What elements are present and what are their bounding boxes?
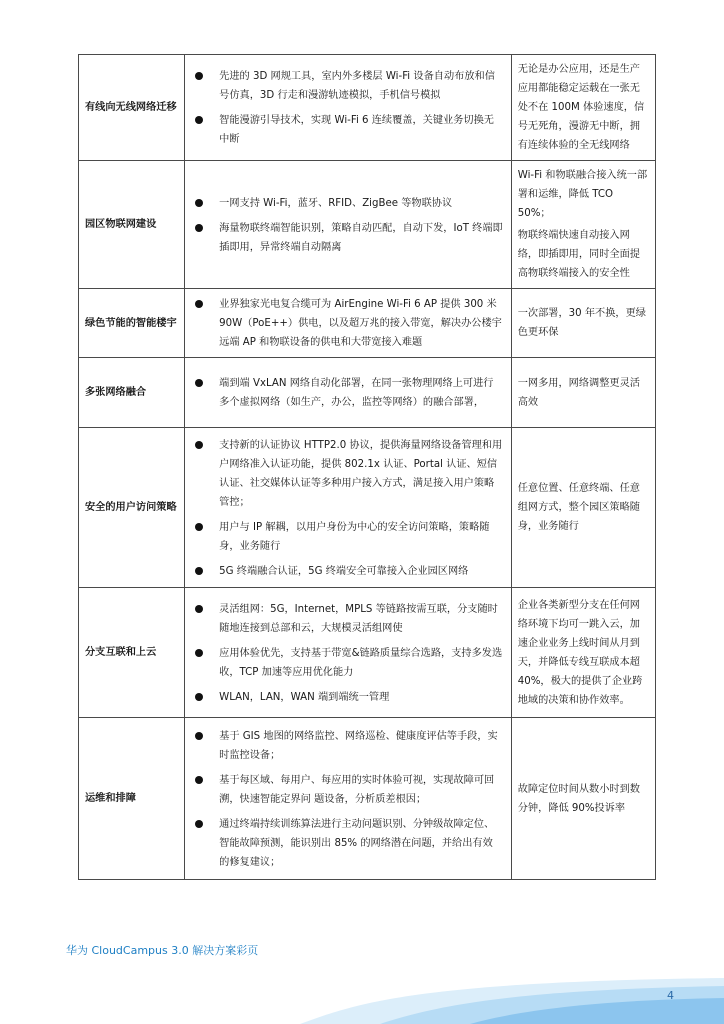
- feature-text: 灵活组网：5G，Internet，MPLS 等链路按需互联，分支随时随地连接到总部和云，大规模灵活组网使: [219, 603, 498, 634]
- row-features: [185, 289, 512, 358]
- table-row: [79, 161, 656, 289]
- value-text: 一次部署，30 年不换，更绿色更环保: [517, 308, 646, 338]
- table-row: [79, 588, 656, 718]
- bullet-dot-icon: [195, 693, 203, 701]
- feature-item: [189, 295, 503, 352]
- row-value: [511, 55, 655, 161]
- bullet-dot-icon: [195, 567, 203, 575]
- bullet-dot-icon: [195, 300, 203, 308]
- row-category: 有线向无线网络迁移: [79, 55, 185, 161]
- table-row: [79, 358, 656, 428]
- feature-text: 支持新的认证协议 HTTP2.0 协议，提供海量网络设备管理和用户网络准入认证功能，提供 802.1x 认证、Portal 认证、短信认证、社交媒体认证等多种用户接入方式，满足接入用户策略管控；: [219, 439, 503, 508]
- table-row: [79, 718, 656, 880]
- row-features: [185, 55, 512, 161]
- row-features: [185, 588, 512, 718]
- feature-text: 一网支持 Wi-Fi，蓝牙、RFID、ZigBee 等物联协议: [219, 197, 453, 209]
- feature-text: 先进的 3D 网规工具，室内外多楼层 Wi-Fi 设备自动布放和信号仿真，3D 行走和漫游轨迹模拟，手机信号模拟: [219, 71, 495, 101]
- bullet-dot-icon: [195, 820, 203, 828]
- solution-table: [78, 54, 656, 880]
- feature-item: [189, 688, 503, 707]
- feature-item: [189, 727, 503, 765]
- row-value: [511, 161, 655, 289]
- row-value: [511, 428, 655, 588]
- value-text: 物联终端快速自动接入网络，即插即用，同时全面提高物联终端接入的安全性: [517, 230, 640, 279]
- value-text: 一网多用，网络调整更灵活高效: [517, 377, 640, 408]
- row-value: [511, 358, 655, 428]
- bullet-dot-icon: [195, 116, 203, 124]
- feature-text: 通过终端持续训练算法进行主动问题识别、分钟级故障定位、智能故障预测，能识别出 85% 的网络潜在问题，并给出有效的修复建议；: [219, 818, 495, 868]
- feature-item: [189, 562, 503, 581]
- table-row: [79, 55, 656, 161]
- table-row: [79, 289, 656, 358]
- feature-item: [189, 219, 503, 257]
- feature-text: 应用体验优先，支持基于带宽&链路质量综合选路，支持多发选收，TCP 加速等应用优化能力: [219, 647, 503, 678]
- row-category: 园区物联网建设: [79, 161, 185, 289]
- row-category: 运维和排障: [79, 718, 185, 880]
- feature-item: [189, 111, 503, 149]
- bullet-dot-icon: [195, 605, 203, 613]
- row-category: 多张网络融合: [79, 358, 185, 428]
- row-value: [511, 289, 655, 358]
- bullet-dot-icon: [195, 72, 203, 80]
- footer-wave-graphic: [0, 964, 724, 1024]
- bullet-dot-icon: [195, 441, 203, 449]
- row-features: [185, 358, 512, 428]
- page-number: 4: [667, 989, 674, 1002]
- feature-text: 5G 终端融合认证，5G 终端安全可靠接入企业园区网络: [219, 565, 469, 577]
- feature-item: [189, 600, 503, 638]
- feature-item: [189, 374, 503, 412]
- row-value: [511, 588, 655, 718]
- feature-item: [189, 518, 503, 556]
- table-row: [79, 428, 656, 588]
- bullet-dot-icon: [195, 649, 203, 657]
- feature-text: 智能漫游引导技术，实现 Wi-Fi 6 连续覆盖，关键业务切换无中断: [219, 115, 494, 145]
- value-text: 企业各类新型分支在任何网络环境下均可一跳入云，加速企业业务上线时间从月到天，并降低专线互联成本超 40%，极大的提供了企业跨地域的决策和协作效率。: [517, 599, 643, 706]
- bullet-dot-icon: [195, 224, 203, 232]
- feature-text: 基于每区域、每用户、每应用的实时体验可视，实现故障可回溯，快速智能定界问 题设备，分析质差根因；: [219, 774, 495, 805]
- value-text: Wi-Fi 和物联融合接入统一部署和运维，降低 TCO 50%；: [517, 170, 648, 219]
- bullet-dot-icon: [195, 776, 203, 784]
- bullet-dot-icon: [195, 379, 203, 387]
- row-category: 安全的用户访问策略: [79, 428, 185, 588]
- value-text: 故障定位时间从数小时到数分钟，降低 90%投诉率: [517, 783, 640, 814]
- feature-item: [189, 771, 503, 809]
- value-text: 任意位置、任意终端、任意组网方式，整个园区策略随身，业务随行: [517, 483, 640, 532]
- row-category: 分支互联和上云: [79, 588, 185, 718]
- value-text: 无论是办公应用，还是生产应用都能稳定运载在一张无处不在 100M 体验速度，信号无死角，漫游无中断，拥有连续体验的全无线网络: [517, 64, 645, 151]
- bullet-dot-icon: [195, 732, 203, 740]
- feature-text: 海量物联终端智能识别，策略自动匹配，自动下发，IoT 终端即插即用，异常终端自动隔离: [219, 222, 503, 253]
- row-features: [185, 161, 512, 289]
- feature-text: WLAN，LAN，WAN 端到端统一管理: [219, 691, 390, 703]
- feature-text: 用户与 IP 解耦，以用户身份为中心的安全访问策略，策略随身，业务随行: [219, 521, 490, 552]
- feature-item: [189, 436, 503, 512]
- bullet-dot-icon: [195, 523, 203, 531]
- feature-item: [189, 815, 503, 872]
- row-features: [185, 428, 512, 588]
- feature-item: [189, 67, 503, 105]
- bullet-dot-icon: [195, 199, 203, 207]
- row-category: 绿色节能的智能楼宇: [79, 289, 185, 358]
- row-value: [511, 718, 655, 880]
- row-features: [185, 718, 512, 880]
- footer-title: 华为 CloudCampus 3.0 解决方案彩页: [66, 944, 259, 957]
- feature-text: 基于 GIS 地图的网络监控、网络巡检、健康度评估等手段，实时监控设备；: [219, 730, 498, 761]
- feature-item: [189, 644, 503, 682]
- feature-item: [189, 194, 503, 213]
- feature-text: 业界独家光电复合缆可为 AirEngine Wi-Fi 6 AP 提供 300 米 90W（PoE++）供电，以及超万兆的接入带宽，解决办公楼宇远端 AP 和物联设备的供电和大带宽接入难题: [219, 299, 502, 348]
- feature-text: 端到端 VxLAN 网络自动化部署，在同一张物理网络上可进行多个虚拟网络（如生产，办公，监控等网络）的融合部署，: [219, 378, 494, 408]
